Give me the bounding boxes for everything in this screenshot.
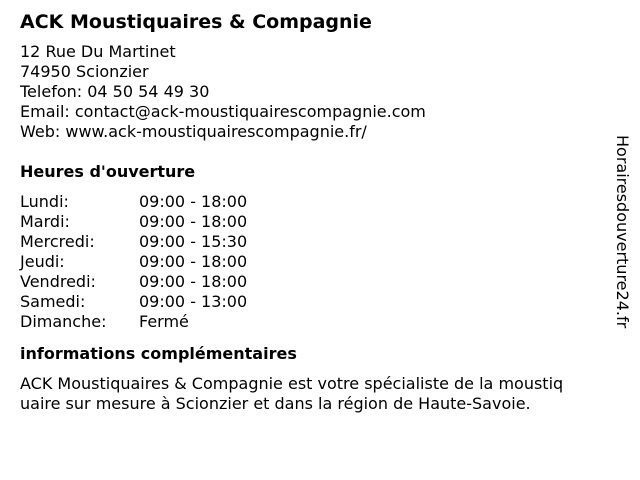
hours-day: Dimanche: (20, 312, 107, 331)
web-line: Web: www.ack-moustiquairescompagnie.fr/ (20, 122, 367, 141)
hours-row-wednesday (20, 232, 600, 252)
hours-row-monday (20, 192, 600, 212)
business-card (20, 10, 600, 414)
hours-day: Mardi: (20, 212, 70, 231)
hours-row-tuesday (20, 212, 600, 232)
hours-day: Jeudi: (20, 252, 65, 271)
hours-title: Heures d'ouverture (20, 162, 196, 181)
street-address: 12 Rue Du Martinet (20, 42, 176, 61)
hours-row-saturday (20, 292, 600, 312)
hours-time: 09:00 - 18:00 (139, 272, 248, 291)
hours-time: 09:00 - 18:00 (139, 212, 248, 231)
city-line: 74950 Scionzier (20, 62, 149, 81)
info-description: ACK Moustiquaires & Compagnie est votre spécialiste de la moustiquaire sur mesure à Scionzier et dans la région de Haute-Savoie. (20, 374, 564, 413)
hours-time: Fermé (139, 312, 189, 331)
business-name: ACK Moustiquaires & Compagnie (20, 11, 372, 33)
phone-line: Telefon: 04 50 54 49 30 (20, 82, 210, 101)
info-title: informations complémentaires (20, 344, 297, 363)
hours-time: 09:00 - 13:00 (139, 292, 248, 311)
hours-time: 09:00 - 18:00 (139, 252, 248, 271)
hours-row-thursday (20, 252, 600, 272)
hours-day: Lundi: (20, 192, 69, 211)
hours-row-friday (20, 272, 600, 292)
hours-row-sunday (20, 312, 600, 332)
email-line: Email: contact@ack-moustiquairescompagnie.com (20, 102, 426, 121)
hours-time: 09:00 - 15:30 (139, 232, 248, 251)
hours-time: 09:00 - 18:00 (139, 192, 248, 211)
hours-day: Vendredi: (20, 272, 96, 291)
site-watermark: Horairesdouverture24.fr (613, 135, 632, 329)
hours-list (20, 192, 600, 332)
hours-day: Mercredi: (20, 232, 95, 251)
hours-day: Samedi: (20, 292, 86, 311)
